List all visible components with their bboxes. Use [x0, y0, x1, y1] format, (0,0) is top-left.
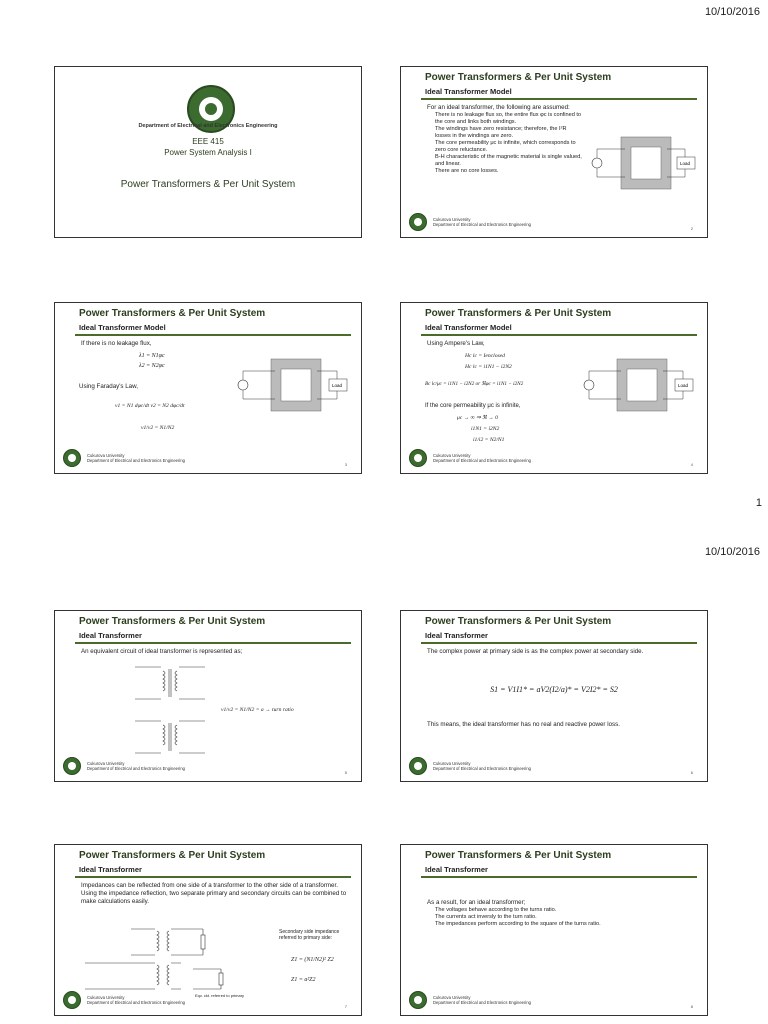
slide-4: Power Transformers & Per Unit System Ideal Transformer Model Using Ampere's Law, Hc lc = Ienclosed Hc lc = i1N1 − i2N2 Bc lc/μc = i1N1 − i2N2 or ℜφc = i1N1 − i2N2 If the core permeability μc is infinite, μc → ∞ ⇒ ℜ → 0 i1N1 = i2N2 i1/i2 = N2/N1 Load Cukurova University Department of Electrical and Electronics Engineering 4 — [400, 302, 708, 474]
transformer-diagram — [581, 355, 699, 415]
slide-title: Power Transformers & Per Unit System — [425, 72, 612, 83]
sub-bullet: There are no core losses. — [435, 168, 499, 174]
bullet: For an ideal transformer, the following are assumed: — [427, 104, 570, 111]
slide-5: Power Transformers & Per Unit System Ideal Transformer An equivalent circuit of ideal transformer is represented as; v1/v2 = N1/N2 = a → turn ratio Cukurova University Department of Electrical and Electronics Engineering 5 — [54, 610, 362, 782]
slide-number: 7 — [344, 1004, 347, 1009]
slide-number: 6 — [690, 770, 693, 775]
slide-title: Power Transformers & Per Unit System — [79, 308, 266, 319]
slide-8: Power Transformers & Per Unit System Ideal Transformer As a result, for an ideal transformer; The voltages behave according to the turns ratio. The currents act inversly to the turn ratio. The impedances perform according to the square of the turns ratio. Cukurova University Department of Electrical and Electronics Engineering 8 — [400, 844, 708, 1016]
load-label: Load — [678, 383, 689, 388]
bullet: The complex power at primary side is as the complex power at secondary side. — [427, 648, 644, 655]
sub-bullet: The core permeability μc is infinite, which corresponds to zero core reluctance. — [435, 140, 576, 153]
footer-logo — [63, 757, 81, 775]
equation: v1 = N1 dφc/dt v2 = N2 dφc/dt — [115, 403, 185, 409]
bullet: If there is no leakage flux, — [81, 340, 152, 347]
slide-3: Power Transformers & Per Unit System Ideal Transformer Model If there is no leakage flux, λ1 = N1φc λ2 = N2φc Using Faraday's Law, v1 = N1 dφc/dt v2 = N2 dφc/dt v1/v2 = N1/N2 Load Cukurova University Department of Electrical and Electronics Engineering 3 — [54, 302, 362, 474]
slide-number: 5 — [344, 770, 347, 775]
transformer-diagram — [235, 355, 353, 415]
faraday-text: Using Faraday's Law, — [79, 383, 138, 390]
slide-2: Power Transformers & Per Unit System Ideal Transformer Model For an ideal transformer, the following are assumed: There is no leakage flux so, the entire flux φc is confined to the core and links both windings. The windings have zero resistance; therefore, the I²R losses in the windings are zero. The core permeability μc is infinite, which corresponds to zero core reluctance. B-H characteristic of the magnetic material is single valued, and linear. There are no core losses. Load Cukurova University Department of Electrical and Electronics Engineering 2 — [400, 66, 708, 238]
equation: Hc lc = Ienclosed — [465, 353, 505, 359]
cover-course-name: Power System Analysis I — [164, 148, 252, 157]
equation: Hc lc = i1N1 − i2N2 — [465, 364, 512, 370]
slide-number: 3 — [344, 462, 347, 467]
impedance-reflection-circuit — [81, 921, 231, 993]
slide-title: Power Transformers & Per Unit System — [79, 616, 266, 627]
cover-topic: Power Transformers & Per Unit System — [120, 179, 296, 190]
equation: λ1 = N1φc — [139, 353, 165, 359]
slide-title: Power Transformers & Per Unit System — [425, 308, 612, 319]
slide-subtitle: Ideal Transformer — [79, 865, 142, 874]
slide-subtitle: Ideal Transformer — [425, 865, 488, 874]
footer-logo — [409, 991, 427, 1009]
footer-logo — [63, 449, 81, 467]
page-date: 10/10/2016 — [704, 6, 760, 18]
bullet: Using Ampere's Law, — [427, 340, 485, 347]
cover-department: Department of Electrical and Electronics Engineering — [138, 123, 278, 129]
slide-title: Power Transformers & Per Unit System — [79, 850, 266, 861]
load-label: Load — [680, 161, 691, 166]
sub-bullet: The windings have zero resistance; therefore, the I²R losses in the windings are zero. — [435, 126, 567, 139]
equation: v1/v2 = N1/N2 — [141, 425, 175, 431]
sub-bullet: The currents act inversly to the turn ratio. — [435, 914, 537, 920]
page-number: 1 — [755, 497, 762, 509]
slide-cover — [54, 66, 362, 238]
slide-subtitle: Ideal Transformer — [425, 631, 488, 640]
equation: Bc lc/μc = i1N1 − i2N2 or ℜφc = i1N1 − i2N2 — [425, 381, 524, 387]
transformer-diagram — [589, 135, 701, 191]
footer-logo — [409, 213, 427, 231]
ideal-transformer-circuit — [125, 659, 215, 769]
slide-6: Power Transformers & Per Unit System Ideal Transformer The complex power at primary side is as the complex power at secondary side. S1 = V1I1* = aV2(I2/a)* = V2I2* = S2 This means, the ideal transformer has no real and reactive power loss. Cukurova University Department of Electrical and Electronics Engineering 6 — [400, 610, 708, 782]
slide-subtitle: Ideal Transformer — [79, 631, 142, 640]
sub-bullet: B-H characteristic of the magnetic material is single valued, and linear. — [435, 154, 582, 167]
equation: i1N1 = i2N2 — [471, 426, 500, 432]
equation: μc → ∞ ⇒ ℜ → 0 — [457, 415, 498, 421]
cover-course-code: EEE 415 — [192, 137, 224, 146]
footer-logo — [409, 449, 427, 467]
slide-subtitle: Ideal Transformer Model — [425, 87, 512, 96]
slide-7: Power Transformers & Per Unit System Ideal Transformer Impedances can be reflected from one side of a transformer to the other side of a transformer. Using the impedance reflection, two separate primary and secondary circuits can be combined to make calculations easily. Secondary side impedance referred to primary side: Z1 = (N1/N2)² Z2 Z1 = a²Z2 Eqv. ckt. referred to primary Cukurova University Department of Electrical and Electronics Engineering 7 — [54, 844, 362, 1016]
bullet: This means, the ideal transformer has no real and reactive power loss. — [427, 721, 620, 728]
slide-number: 4 — [690, 462, 693, 467]
sub-bullet: The voltages behave according to the turns ratio. — [435, 907, 557, 913]
sub-bullet: The impedances perform according to the square of the turns ratio. — [435, 921, 601, 927]
circuit-caption: Eqv. ckt. referred to primary — [195, 993, 245, 998]
secondary-impedance-label: Secondary side impedance referred to primary side: — [279, 929, 340, 941]
slide-number: 8 — [690, 1004, 693, 1009]
equation: Z1 = (N1/N2)² Z2 — [291, 957, 334, 963]
slide-subtitle: Ideal Transformer Model — [79, 323, 166, 332]
equation: Z1 = a²Z2 — [291, 977, 316, 983]
turn-ratio-equation: v1/v2 = N1/N2 = a → turn ratio — [221, 707, 294, 713]
bullet: Using the impedance reflection, two separate primary and secondary circuits can be combined to make calculations easily. — [81, 890, 347, 905]
complex-power-equation: S1 = V1I1* = aV2(I2/a)* = V2I2* = S2 — [490, 685, 618, 694]
condition-text: If the core permeability μc is infinite, — [425, 403, 521, 409]
equation: λ2 = N2φc — [139, 363, 165, 369]
footer-logo — [63, 991, 81, 1009]
bullet: As a result, for an ideal transformer; — [427, 899, 526, 906]
bullet: Impedances can be reflected from one side of a transformer to the other side of a transformer. — [81, 882, 338, 889]
page-date: 10/10/2016 — [704, 546, 760, 558]
footer-logo — [409, 757, 427, 775]
slide-number: 2 — [690, 226, 693, 231]
slide-subtitle: Ideal Transformer Model — [425, 323, 512, 332]
slide-title: Power Transformers & Per Unit System — [425, 850, 612, 861]
bullet: An equivalent circuit of ideal transformer is represented as; — [81, 648, 243, 655]
equation: i1/i2 = N2/N1 — [473, 437, 505, 443]
sub-bullet: There is no leakage flux so, the entire flux φc is confined to the core and links both windings. — [435, 112, 582, 125]
slide-title: Power Transformers & Per Unit System — [425, 616, 612, 627]
load-label: Load — [332, 383, 343, 388]
